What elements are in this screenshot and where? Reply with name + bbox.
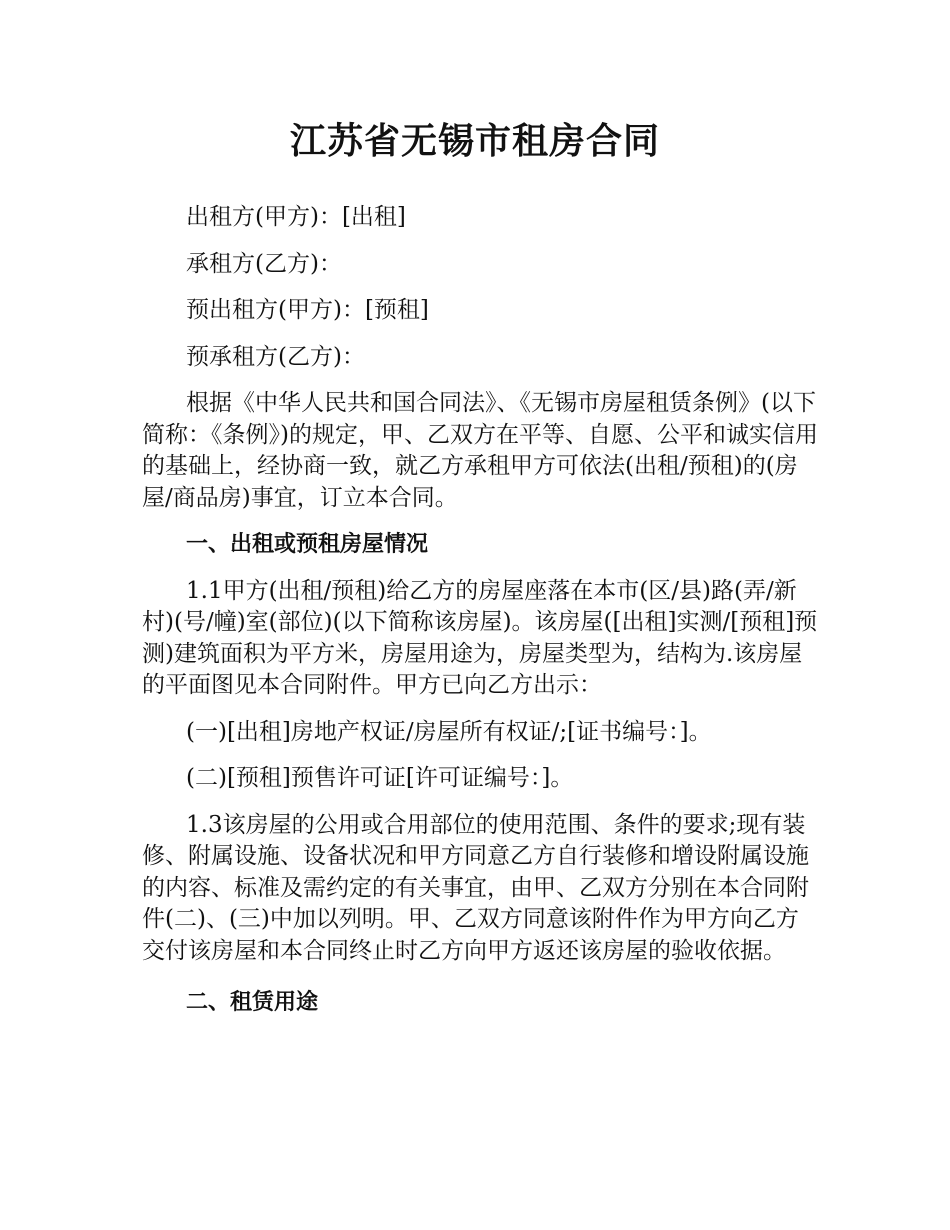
lessee-line: 承租方(乙方)：: [186, 250, 342, 277]
document-title: 江苏省无锡市租房合同: [289, 121, 660, 162]
pre-lessor-line: 预出租方(甲方)：[预租]: [186, 297, 429, 323]
clause-1-1-item-1: (一)[出租]房地产权证/房屋所有权证/;[证书编号：]。: [186, 718, 712, 745]
clause-1-3: 1.3该房屋的公用或合用部位的使用范围、条件的要求;现有装修、附属设施、设备状况和甲方同意乙方自行装修和增设附属设施的内容、标准及需约定的有关事宜，由甲、乙双方分别在本合同附件(二)、(三)中加以列明。甲、乙双方同意该附件作为甲方向乙方交付该房屋和本合同终止时乙方向甲方返还该房屋的验收依据。: [142, 811, 809, 964]
clause-1-1: 1.1甲方(出租/预租)给乙方的房屋座落在本市(区/县)路(弄/新村)(号/幢)室(部位)(以下简称该房屋)。该房屋([出租]实测/[预租]预测)建筑面积为平方米，房屋用途为，房屋类型为，结构为.该房屋的平面图见本合同附件。甲方已向乙方出示：: [142, 577, 818, 698]
lessor-line: 出租方(甲方)：[出租]: [186, 204, 406, 230]
pre-lessee-line: 预承租方(乙方)：: [186, 343, 365, 370]
document-body: [142, 202, 818, 1034]
clause-1-1-item-2: (二)[预租]预售许可证[许可证编号：]。: [186, 765, 574, 791]
section-1-heading: 一、出租或预租房屋情况: [186, 532, 429, 557]
preamble-paragraph: 根据《中华人民共和国合同法》、《无锡市房屋租赁条例》(以下简称：《条例》)的规定，甲、乙双方在平等、自愿、公平和诚实信用的基础上，经协商一致，就乙方承租甲方可依法(出租/预租)的(房屋/商品房)事宜，订立本合同。: [142, 390, 818, 511]
section-2-heading: 二、租赁用途: [186, 990, 319, 1015]
